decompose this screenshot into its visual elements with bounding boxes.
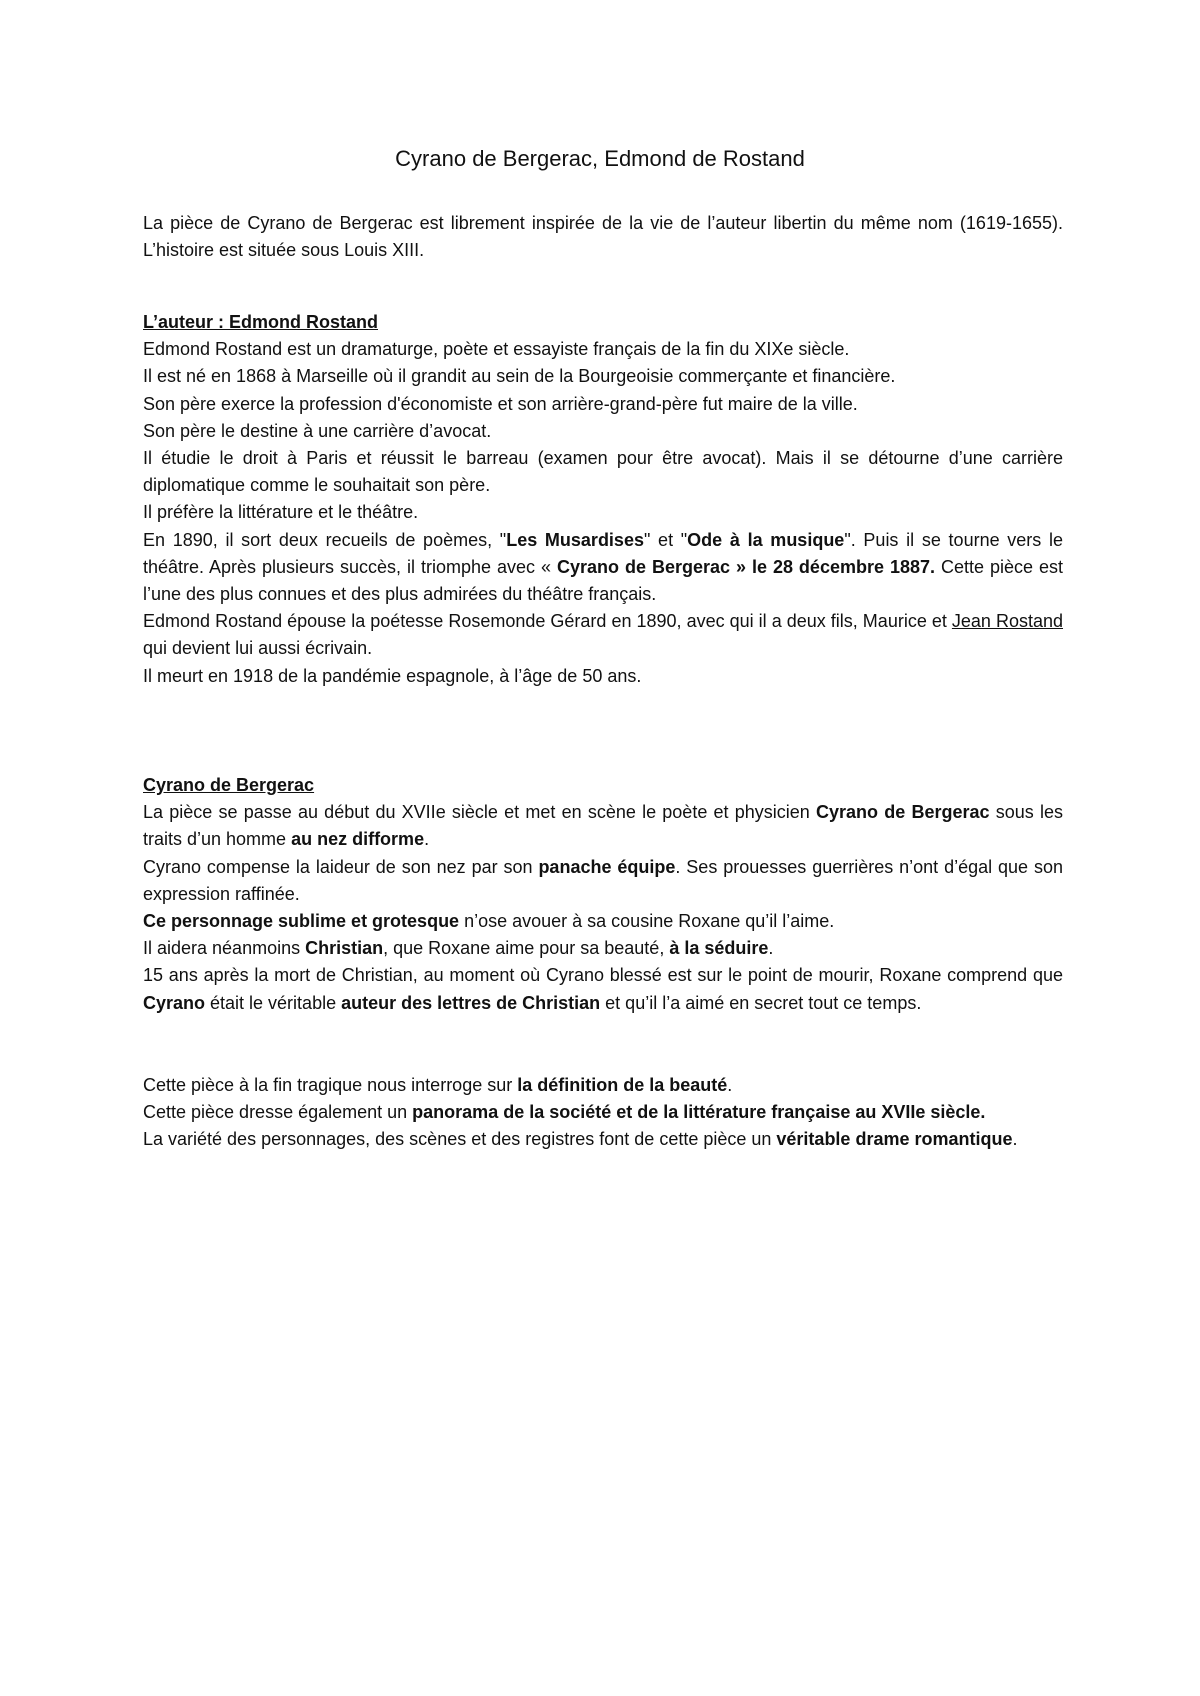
text-run: , que Roxane aime pour sa beauté, (383, 938, 670, 959)
cyrano-section (143, 772, 1063, 1017)
document-title: Cyrano de Bergerac, Edmond de Rostand (395, 146, 805, 171)
text-run: " et " (643, 529, 688, 550)
bold-run: Cyrano (143, 992, 206, 1013)
bold-run: véritable drame romantique (776, 1129, 1013, 1150)
text-run: n’ose avouer à sa cousine Roxane qu’il l’aime. (459, 911, 835, 932)
text-run: qui devient lui aussi écrivain. (143, 638, 373, 659)
conclusion-paragraph-2 (143, 1099, 1063, 1126)
cyrano-heading: Cyrano de Bergerac (143, 775, 315, 795)
author-paragraph-5: Il étudie le droit à Paris et réussit le barreau (examen pour être avocat). Mais il se détourne d’une carrière diplomatique comme le souhaitait son père. (143, 448, 1063, 496)
bold-run: Cyrano de Bergerac » le 28 décembre 1887. (556, 556, 935, 577)
bold-run: au nez difforme (291, 829, 425, 850)
author-paragraph-8 (143, 608, 1063, 662)
bold-run: panache équipe (538, 856, 676, 877)
text-run: Cette pièce à la fin tragique nous interroge sur (143, 1075, 518, 1095)
text-run: ". Puis il se tourne vers le théâtre. Après plusieurs succès, il triomphe avec « (143, 529, 1064, 577)
text-run: . (727, 1075, 733, 1095)
text-run: Edmond Rostand épouse la poétesse Rosemonde Gérard en 1890, avec qui il a deux fils, Maurice et (143, 611, 952, 632)
text-run: Cette pièce dresse également un (143, 1102, 413, 1123)
text-run: 15 ans après la mort de Christian, au moment où Cyrano blessé est sur le point de mourir, Roxane comprend que (143, 965, 1063, 986)
text-run: . (768, 938, 774, 959)
intro-paragraph: La pièce de Cyrano de Bergerac est librement inspirée de la vie de l’auteur libertin du même nom (1619-1655). L’histoire est située sous Louis XIII. (143, 213, 1063, 261)
text-run: La variété des personnages, des scènes et des registres font de cette pièce un (143, 1129, 777, 1150)
bold-run: la définition de la beauté (517, 1075, 728, 1095)
intro-section (143, 210, 1063, 264)
text-run: Cyrano compense la laideur de son nez par son (143, 856, 539, 877)
text-run: et qu’il l’a aimé en secret tout ce temps. (600, 992, 922, 1013)
author-paragraph-7 (143, 527, 1063, 609)
bold-run: Ode à la musique (687, 529, 845, 550)
author-paragraph-3: Son père exerce la profession d'économiste et son arrière-grand-père fut maire de la ville. (143, 393, 858, 414)
author-paragraph-1: Edmond Rostand est un dramaturge, poète et essayiste français de la fin du XIXe siècle. (143, 339, 850, 360)
text-run: Il aidera néanmoins (143, 938, 306, 959)
conclusion-paragraph-3 (143, 1126, 1063, 1153)
cyrano-paragraph-1 (143, 799, 1063, 853)
conclusion-paragraph-1 (143, 1072, 1063, 1099)
text-run: . Ses prouesses guerrières n’ont d’égal que son expression raffinée. (143, 856, 1064, 904)
bold-run: à la séduire (669, 938, 769, 959)
text-run: sous les traits d’un homme (143, 802, 1063, 850)
jean-rostand-link[interactable]: Jean Rostand (951, 611, 1064, 632)
bold-run: Ce personnage sublime et grotesque (143, 911, 460, 932)
author-paragraph-6: Il préfère la littérature et le théâtre. (143, 502, 419, 523)
text-run: En 1890, il sort deux recueils de poèmes, " (143, 529, 507, 550)
cyrano-paragraph-3 (143, 908, 1063, 935)
conclusion-section (143, 1072, 1063, 1154)
bold-run: panorama de la société et de la littérature française au XVIIe siècle. (412, 1102, 986, 1123)
bold-run: auteur des lettres de Christian (341, 992, 601, 1013)
cyrano-paragraph-4 (143, 935, 1063, 962)
author-heading: L’auteur : Edmond Rostand (143, 312, 379, 332)
author-paragraph-9: Il meurt en 1918 de la pandémie espagnole, à l’âge de 50 ans. (143, 665, 642, 686)
cyrano-paragraph-5 (143, 962, 1063, 1016)
text-run: Cette pièce est l’une des plus connues et des plus admirées du théâtre français. (143, 556, 1063, 605)
text-run: . (424, 829, 430, 850)
author-paragraph-4: Son père le destine à une carrière d’avocat. (143, 420, 492, 441)
bold-run: Les Musardises (506, 529, 644, 550)
author-paragraph-2: Il est né en 1868 à Marseille où il grandit au sein de la Bourgeoisie commerçante et financière. (143, 366, 896, 387)
text-run: La pièce se passe au début du XVIIe siècle et met en scène le poète et physicien (143, 802, 817, 823)
bold-run: Christian (305, 938, 384, 959)
text-run: était le véritable (205, 992, 342, 1013)
cyrano-paragraph-2 (143, 854, 1063, 908)
author-section (143, 309, 1063, 690)
text-run: . (1012, 1129, 1018, 1150)
bold-run: Cyrano de Bergerac (816, 802, 990, 823)
